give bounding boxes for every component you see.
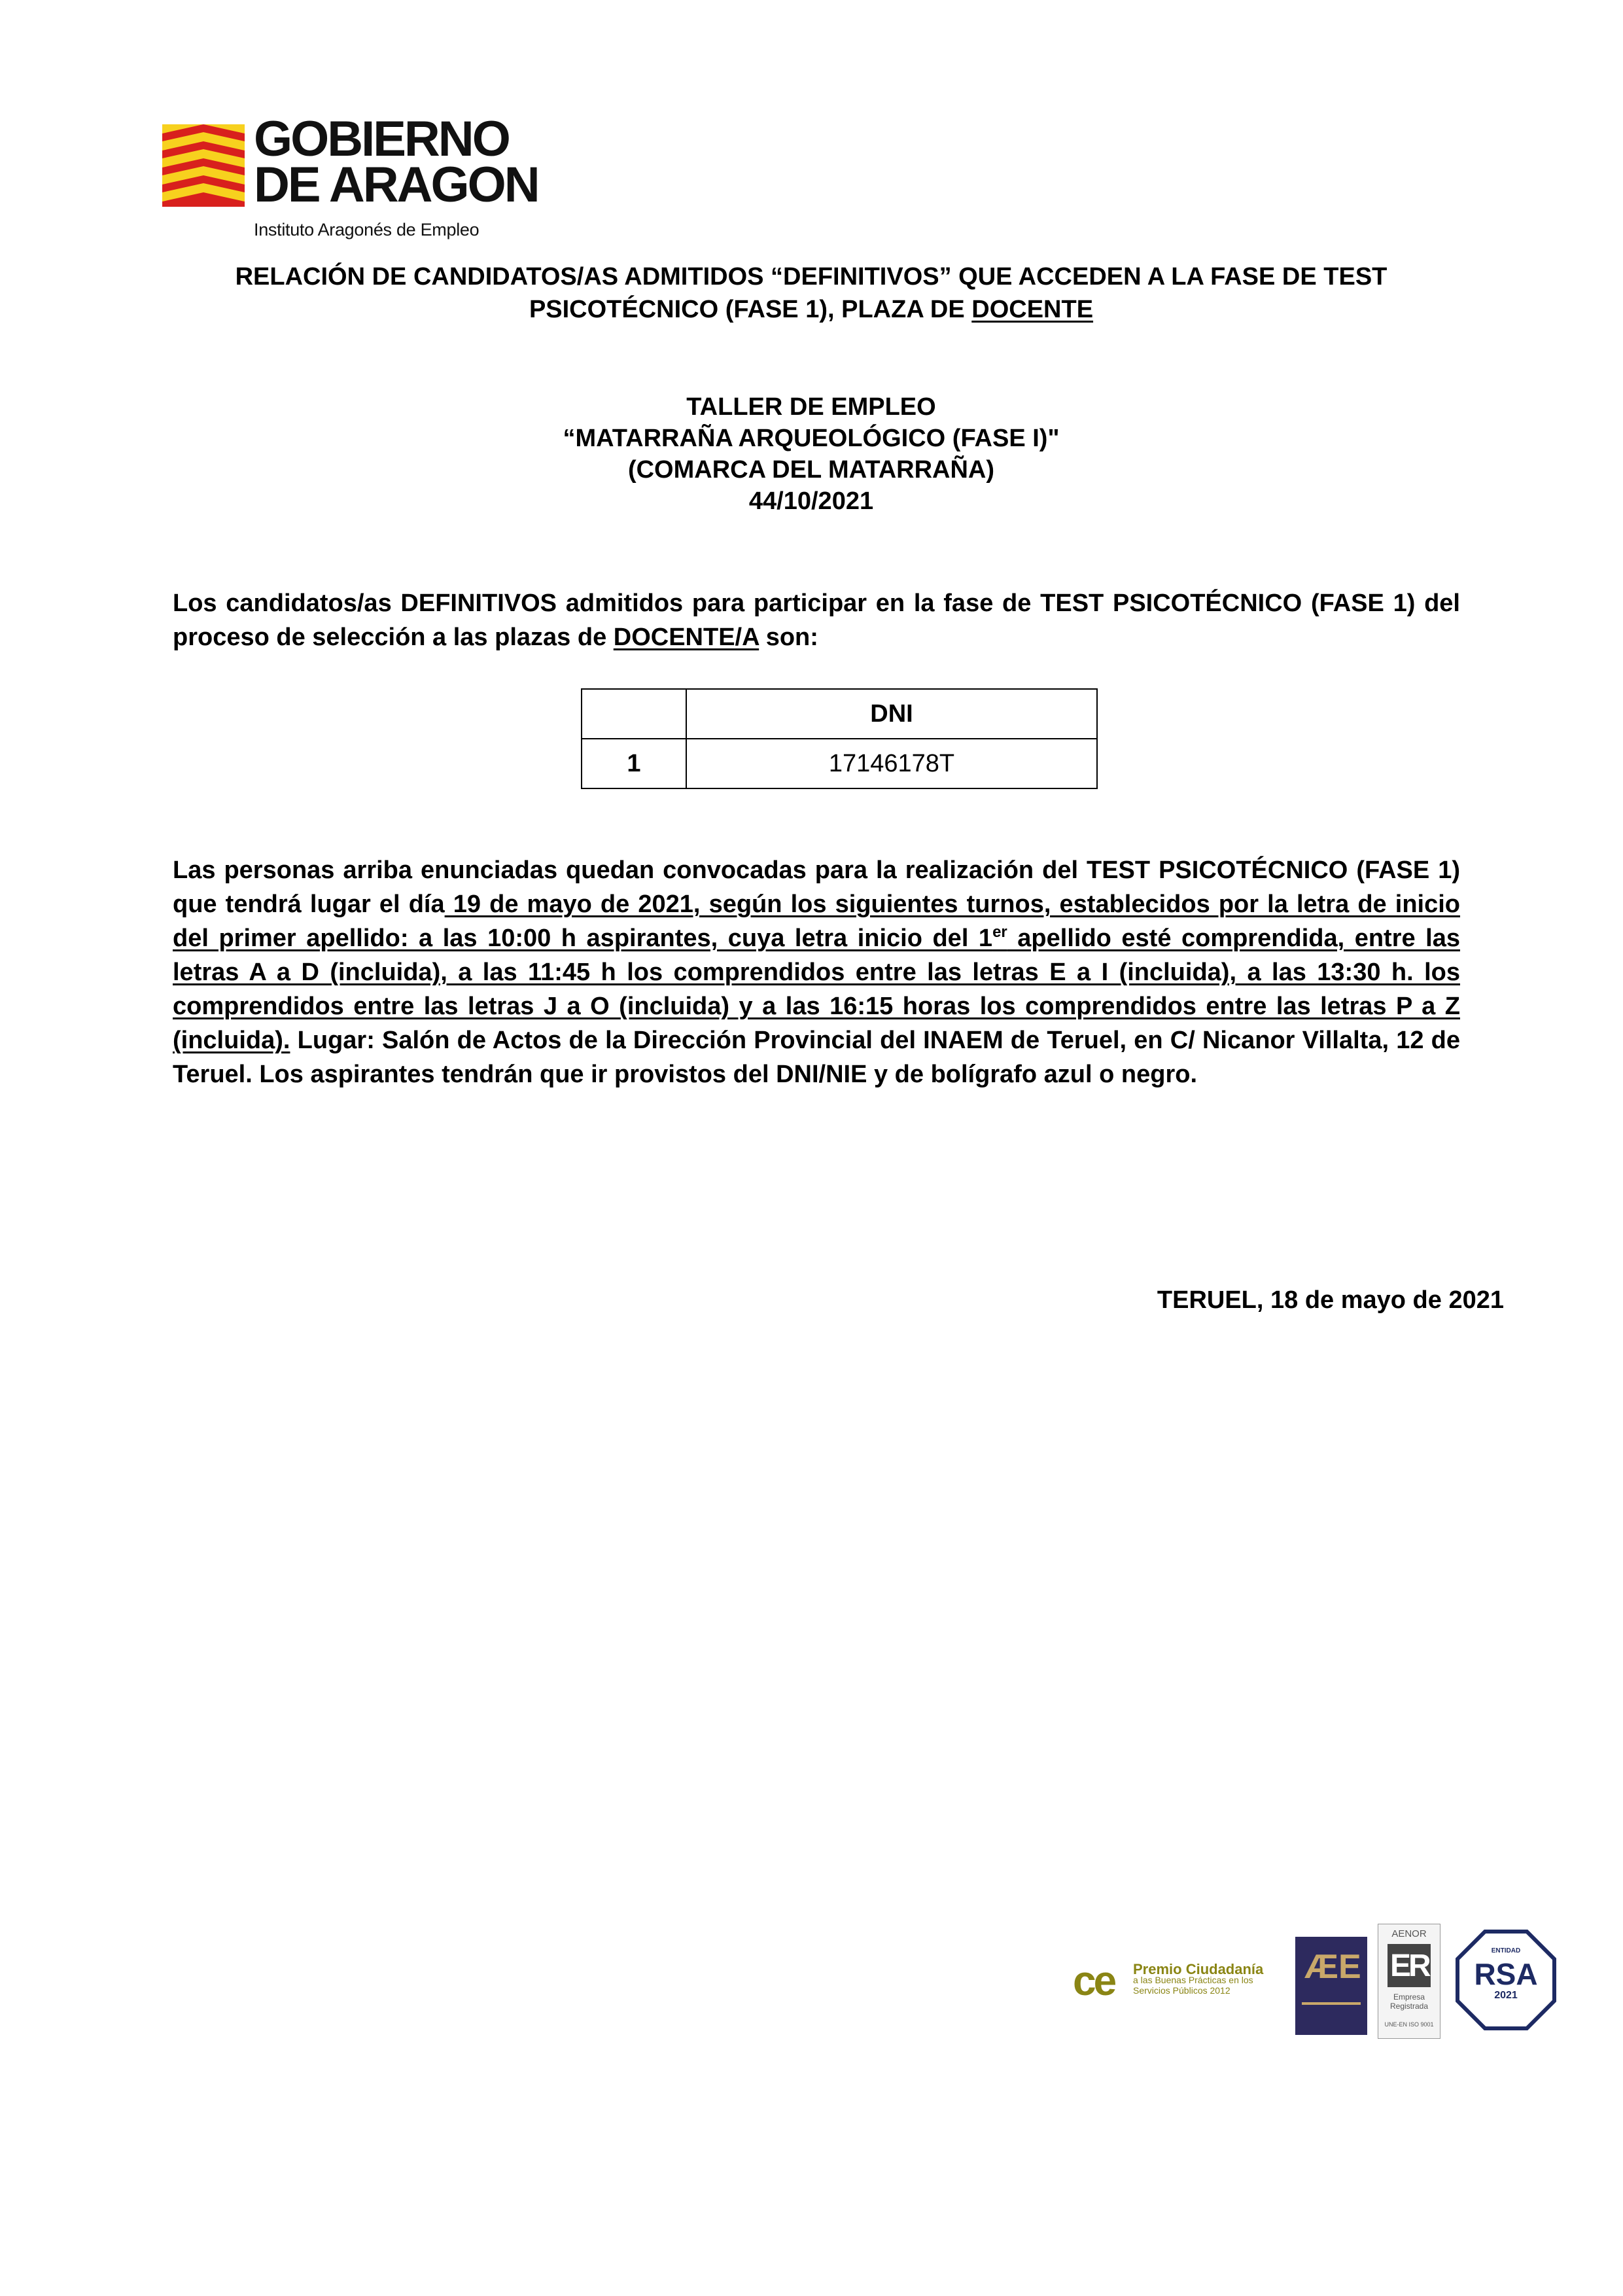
premio-ciudadania-logo [1073, 1956, 1282, 2015]
intro-docente: DOCENTE/A [613, 624, 759, 651]
ae-divider [1302, 2002, 1361, 2005]
place-date: TERUEL, 18 de mayo de 2021 [1157, 1286, 1504, 1314]
er-text [1378, 1992, 1440, 2029]
er-mark-icon [1387, 1944, 1431, 1987]
title-line-1: RELACIÓN DE CANDIDATOS/AS ADMITIDOS “DEFINITIVOS” QUE ACCEDEN A LA FASE DE TEST [235, 263, 1387, 291]
rsa-mark: RSA [1474, 1957, 1538, 1991]
premio-line-1: Premio Ciudadanía [1133, 1961, 1264, 1977]
premio-line-3: Servicios Públicos 2012 [1133, 1985, 1230, 1996]
premio-ce-icon: ce [1073, 1957, 1115, 2004]
intro-suffix: son: [759, 624, 818, 651]
aragon-flag-icon [162, 124, 245, 207]
program-info [157, 391, 1465, 517]
rsa-seal-logo [1455, 1929, 1557, 2031]
er-text-1: Empresa [1393, 1992, 1425, 2002]
table-header-dni: DNI [686, 689, 1097, 739]
table-cell-num: 1 [582, 739, 686, 788]
ae-letters: ÆE [1304, 1948, 1361, 1986]
body-part-1: Las personas arriba enunciadas quedan convocadas para la realización del TEST PSICOTÉCNICO (FASE 1) que tendrá lugar el día [173, 857, 1460, 918]
convocation-paragraph [173, 853, 1460, 1091]
rsa-year: 2021 [1494, 1990, 1518, 2001]
table-cell-dni: 17146178T [686, 739, 1097, 788]
title-docente: DOCENTE [971, 296, 1094, 323]
excelencia-aragonesa-logo [1295, 1937, 1367, 2035]
intro-text: Los candidatos/as DEFINITIVOS admitidos para participar en la fase de TEST PSICOTÉCNICO (FASE 1) del proceso de selección a las plazas de [173, 590, 1460, 651]
rsa-top: ENTIDAD [1491, 1947, 1521, 1954]
body-part-2: Lugar: Salón de Actos de la Dirección Provincial del INAEM de Teruel, en C/ Nicanor Villalta, 12 de Teruel. Los aspirantes tendrán que ir provistos del DNI/NIE y de bolígrafo azul o negro. [173, 1027, 1460, 1088]
intro-paragraph [173, 586, 1460, 654]
gobierno-aragon-logo [162, 111, 555, 249]
logo-wordmark [254, 111, 538, 213]
candidates-table [581, 688, 1098, 789]
logo-line-2: DE ARAGON [254, 157, 538, 213]
er-head: AENOR [1391, 1928, 1427, 1939]
title-line-2 [157, 293, 1465, 326]
logo-subtitle: Instituto Aragonés de Empleo [254, 220, 480, 239]
title-line-2-prefix: PSICOTÉCNICO (FASE 1), PLAZA DE [529, 296, 972, 323]
table-row [582, 739, 1097, 788]
er-mark-text: ER [1390, 1949, 1429, 1983]
body-schedule-b: apellido esté comprendida, entre las letras A a D (incluida), a las 11:45 h los comprendidos entre las letras E a I (incluida), a las 13:30 h. los comprendidos entre las letras J a O (incluida) y a las 16:15 horas los comprendidos entre las letras P a Z (incluida). [173, 925, 1460, 1054]
premio-text [1133, 1961, 1264, 1996]
document-title [157, 260, 1465, 326]
premio-line-2: a las Buenas Prácticas en los [1133, 1975, 1253, 1985]
aenor-er-logo [1378, 1924, 1440, 2039]
program-line-1: TALLER DE EMPLEO [686, 393, 936, 421]
rsa-text [1455, 1929, 1557, 2031]
table-header-num [582, 689, 686, 739]
program-line-3: (COMARCA DEL MATARRAÑA) [627, 456, 995, 484]
program-line-2: “MATARRAÑA ARQUEOLÓGICO (FASE I)" [563, 425, 1060, 452]
table-header-row [582, 689, 1097, 739]
logo-line-1: GOBIERNO [254, 111, 509, 167]
body-superscript: er [992, 923, 1007, 941]
er-text-3: UNE-EN ISO 9001 [1384, 2021, 1434, 2028]
footer-badges [1073, 1911, 1570, 2041]
body-schedule-a: 19 de mayo de 2021, según los siguientes turnos, establecidos por la letra de inicio del primer apellido: a las 10:00 h aspirantes, cuya letra inicio del 1 [173, 891, 1461, 952]
er-text-2: Registrada [1389, 2002, 1429, 2011]
program-line-4: 44/10/2021 [748, 487, 874, 515]
